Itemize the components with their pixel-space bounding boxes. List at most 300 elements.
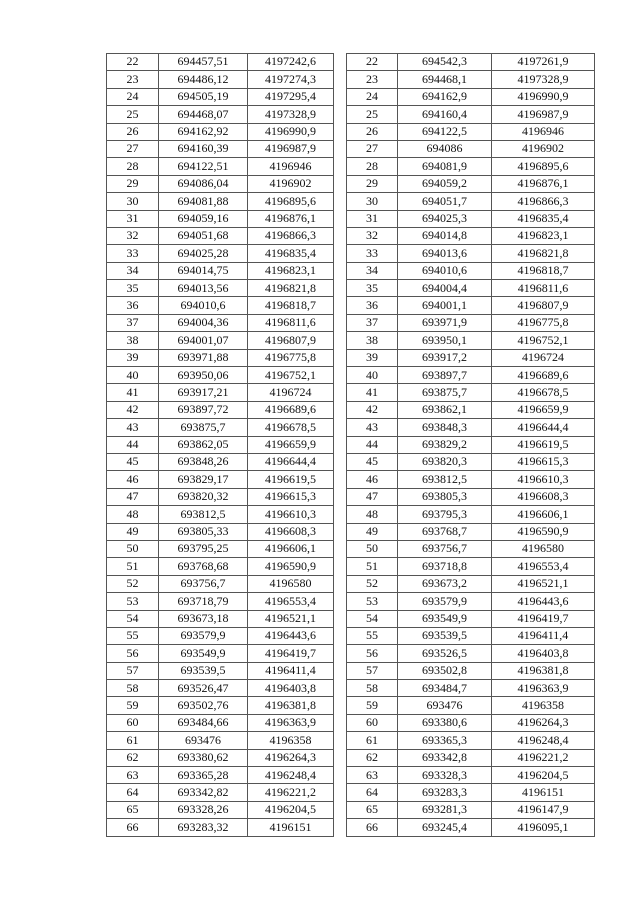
x-coordinate-cell: 693579,9 <box>159 627 248 644</box>
x-coordinate-cell: 693875,7 <box>398 384 492 401</box>
x-coordinate-cell: 694013,56 <box>159 280 248 297</box>
point-number-cell: 26 <box>347 123 398 140</box>
table-row <box>347 610 595 627</box>
table-row <box>107 367 334 384</box>
y-coordinate-cell: 4196363,9 <box>492 680 595 697</box>
point-number-cell: 33 <box>347 245 398 262</box>
point-number-cell: 32 <box>347 227 398 244</box>
y-coordinate-cell: 4196659,9 <box>492 401 595 418</box>
point-number-cell: 61 <box>107 732 159 749</box>
x-coordinate-cell: 694505,19 <box>159 88 248 105</box>
x-coordinate-cell: 694086 <box>398 140 492 157</box>
table-row <box>347 158 595 175</box>
table-row <box>107 54 334 71</box>
y-coordinate-cell: 4196521,1 <box>492 575 595 592</box>
table-body-right <box>347 54 595 837</box>
y-coordinate-cell: 4196615,3 <box>492 453 595 470</box>
y-coordinate-cell: 4196204,5 <box>492 767 595 784</box>
x-coordinate-cell: 694051,68 <box>159 227 248 244</box>
table-row <box>107 523 334 540</box>
table-row <box>107 801 334 818</box>
y-coordinate-cell: 4196553,4 <box>248 593 334 610</box>
point-number-cell: 48 <box>107 506 159 523</box>
y-coordinate-cell: 4196358 <box>248 732 334 749</box>
point-number-cell: 63 <box>107 767 159 784</box>
y-coordinate-cell: 4196619,5 <box>492 436 595 453</box>
y-coordinate-cell: 4196610,3 <box>248 506 334 523</box>
x-coordinate-cell: 693673,2 <box>398 575 492 592</box>
table-row <box>347 349 595 366</box>
point-number-cell: 41 <box>107 384 159 401</box>
y-coordinate-cell: 4196411,4 <box>248 662 334 679</box>
y-coordinate-cell: 4196818,7 <box>248 297 334 314</box>
point-number-cell: 62 <box>347 749 398 766</box>
y-coordinate-cell: 4196443,6 <box>492 593 595 610</box>
table-row <box>347 471 595 488</box>
table-row <box>347 697 595 714</box>
table-row <box>347 732 595 749</box>
x-coordinate-cell: 693365,3 <box>398 732 492 749</box>
table-row <box>107 332 334 349</box>
x-coordinate-cell: 693476 <box>398 697 492 714</box>
y-coordinate-cell: 4196659,9 <box>248 436 334 453</box>
x-coordinate-cell: 693768,68 <box>159 558 248 575</box>
y-coordinate-cell: 4196095,1 <box>492 819 595 836</box>
y-coordinate-cell: 4196204,5 <box>248 801 334 818</box>
x-coordinate-cell: 693283,3 <box>398 784 492 801</box>
table-row <box>347 749 595 766</box>
y-coordinate-cell: 4196987,9 <box>492 106 595 123</box>
x-coordinate-cell: 694086,04 <box>159 175 248 192</box>
x-coordinate-cell: 694051,7 <box>398 193 492 210</box>
point-number-cell: 57 <box>347 662 398 679</box>
point-number-cell: 28 <box>107 158 159 175</box>
point-number-cell: 44 <box>107 436 159 453</box>
point-number-cell: 42 <box>107 401 159 418</box>
y-coordinate-cell: 4196990,9 <box>248 123 334 140</box>
point-number-cell: 55 <box>347 627 398 644</box>
x-coordinate-cell: 693281,3 <box>398 801 492 818</box>
y-coordinate-cell: 4196807,9 <box>248 332 334 349</box>
y-coordinate-cell: 4196689,6 <box>492 367 595 384</box>
table-row <box>347 123 595 140</box>
table-row <box>347 540 595 557</box>
point-number-cell: 58 <box>347 680 398 697</box>
x-coordinate-cell: 693342,82 <box>159 784 248 801</box>
point-number-cell: 23 <box>107 71 159 88</box>
table-row <box>107 610 334 627</box>
y-coordinate-cell: 4197328,9 <box>492 71 595 88</box>
x-coordinate-cell: 693549,9 <box>159 645 248 662</box>
table-row <box>107 471 334 488</box>
x-coordinate-cell: 693950,1 <box>398 332 492 349</box>
x-coordinate-cell: 693829,2 <box>398 436 492 453</box>
x-coordinate-cell: 694014,8 <box>398 227 492 244</box>
point-number-cell: 59 <box>347 697 398 714</box>
table-row <box>347 523 595 540</box>
table-row <box>107 749 334 766</box>
point-number-cell: 56 <box>347 645 398 662</box>
y-coordinate-cell: 4196821,8 <box>492 245 595 262</box>
y-coordinate-cell: 4196248,4 <box>248 767 334 784</box>
x-coordinate-cell: 694013,6 <box>398 245 492 262</box>
y-coordinate-cell: 4196403,8 <box>492 645 595 662</box>
table-row <box>347 262 595 279</box>
point-number-cell: 24 <box>107 88 159 105</box>
point-number-cell: 31 <box>107 210 159 227</box>
y-coordinate-cell: 4196553,4 <box>492 558 595 575</box>
table-row <box>107 314 334 331</box>
x-coordinate-cell: 693848,3 <box>398 419 492 436</box>
table-row <box>347 645 595 662</box>
y-coordinate-cell: 4196823,1 <box>492 227 595 244</box>
y-coordinate-cell: 4196521,1 <box>248 610 334 627</box>
x-coordinate-cell: 693820,32 <box>159 488 248 505</box>
point-number-cell: 31 <box>347 210 398 227</box>
table-row <box>347 314 595 331</box>
table-row <box>347 680 595 697</box>
y-coordinate-cell: 4196381,8 <box>248 697 334 714</box>
table-row <box>347 54 595 71</box>
point-number-cell: 34 <box>347 262 398 279</box>
point-number-cell: 39 <box>347 349 398 366</box>
x-coordinate-cell: 694468,1 <box>398 71 492 88</box>
point-number-cell: 44 <box>347 436 398 453</box>
y-coordinate-cell: 4196606,1 <box>248 540 334 557</box>
x-coordinate-cell: 694160,4 <box>398 106 492 123</box>
table-row <box>347 419 595 436</box>
point-number-cell: 37 <box>107 314 159 331</box>
y-coordinate-cell: 4196419,7 <box>248 645 334 662</box>
x-coordinate-cell: 694468,07 <box>159 106 248 123</box>
y-coordinate-cell: 4196811,6 <box>492 280 595 297</box>
x-coordinate-cell: 693283,32 <box>159 819 248 836</box>
point-number-cell: 45 <box>107 453 159 470</box>
point-number-cell: 64 <box>107 784 159 801</box>
y-coordinate-cell: 4196821,8 <box>248 280 334 297</box>
point-number-cell: 26 <box>107 123 159 140</box>
table-row <box>347 106 595 123</box>
table-row <box>107 158 334 175</box>
table-row <box>347 193 595 210</box>
point-number-cell: 64 <box>347 784 398 801</box>
table-row <box>107 210 334 227</box>
y-coordinate-cell: 4196876,1 <box>248 210 334 227</box>
y-coordinate-cell: 4196946 <box>248 158 334 175</box>
table-row <box>107 819 334 836</box>
table-row <box>107 784 334 801</box>
point-number-cell: 51 <box>347 558 398 575</box>
table-row <box>347 714 595 731</box>
y-coordinate-cell: 4196990,9 <box>492 88 595 105</box>
point-number-cell: 30 <box>347 193 398 210</box>
y-coordinate-cell: 4196807,9 <box>492 297 595 314</box>
y-coordinate-cell: 4196987,9 <box>248 140 334 157</box>
y-coordinate-cell: 4196608,3 <box>248 523 334 540</box>
y-coordinate-cell: 4196619,5 <box>248 471 334 488</box>
point-number-cell: 29 <box>107 175 159 192</box>
table-body-left <box>107 54 334 837</box>
point-number-cell: 27 <box>107 140 159 157</box>
table-row <box>107 767 334 784</box>
y-coordinate-cell: 4196443,6 <box>248 627 334 644</box>
point-number-cell: 65 <box>347 801 398 818</box>
x-coordinate-cell: 694081,88 <box>159 193 248 210</box>
x-coordinate-cell: 694001,1 <box>398 297 492 314</box>
table-row <box>347 819 595 836</box>
table-row <box>347 436 595 453</box>
point-number-cell: 39 <box>107 349 159 366</box>
point-number-cell: 38 <box>347 332 398 349</box>
point-number-cell: 59 <box>107 697 159 714</box>
table-row <box>107 627 334 644</box>
y-coordinate-cell: 4196580 <box>248 575 334 592</box>
table-row <box>107 227 334 244</box>
table-row <box>107 140 334 157</box>
x-coordinate-cell: 694010,6 <box>398 262 492 279</box>
table-row <box>347 506 595 523</box>
table-row <box>107 488 334 505</box>
y-coordinate-cell: 4196823,1 <box>248 262 334 279</box>
table-row <box>347 88 595 105</box>
y-coordinate-cell: 4196876,1 <box>492 175 595 192</box>
x-coordinate-cell: 694457,51 <box>159 54 248 71</box>
point-number-cell: 58 <box>107 680 159 697</box>
table-row <box>347 488 595 505</box>
x-coordinate-cell: 694122,51 <box>159 158 248 175</box>
table-row <box>107 297 334 314</box>
x-coordinate-cell: 693526,47 <box>159 680 248 697</box>
table-row <box>347 332 595 349</box>
point-number-cell: 55 <box>107 627 159 644</box>
table-row <box>347 767 595 784</box>
table-row <box>107 349 334 366</box>
x-coordinate-cell: 693476 <box>159 732 248 749</box>
y-coordinate-cell: 4196151 <box>492 784 595 801</box>
y-coordinate-cell: 4196151 <box>248 819 334 836</box>
point-number-cell: 30 <box>107 193 159 210</box>
point-number-cell: 22 <box>107 54 159 71</box>
point-number-cell: 46 <box>347 471 398 488</box>
point-number-cell: 34 <box>107 262 159 279</box>
point-number-cell: 52 <box>107 575 159 592</box>
x-coordinate-cell: 693718,8 <box>398 558 492 575</box>
y-coordinate-cell: 4196724 <box>248 384 334 401</box>
table-row <box>107 697 334 714</box>
y-coordinate-cell: 4196775,8 <box>248 349 334 366</box>
y-coordinate-cell: 4196610,3 <box>492 471 595 488</box>
x-coordinate-cell: 693380,62 <box>159 749 248 766</box>
y-coordinate-cell: 4196775,8 <box>492 314 595 331</box>
table-row <box>107 401 334 418</box>
table-row <box>347 558 595 575</box>
table-row <box>107 123 334 140</box>
point-number-cell: 49 <box>347 523 398 540</box>
table-row <box>107 245 334 262</box>
x-coordinate-cell: 694486,12 <box>159 71 248 88</box>
coordinates-table-right <box>346 53 595 837</box>
x-coordinate-cell: 694160,39 <box>159 140 248 157</box>
x-coordinate-cell: 693897,72 <box>159 401 248 418</box>
point-number-cell: 52 <box>347 575 398 592</box>
x-coordinate-cell: 693768,7 <box>398 523 492 540</box>
point-number-cell: 56 <box>107 645 159 662</box>
point-number-cell: 41 <box>347 384 398 401</box>
y-coordinate-cell: 4196902 <box>492 140 595 157</box>
table-row <box>347 297 595 314</box>
table-row <box>107 593 334 610</box>
x-coordinate-cell: 694010,6 <box>159 297 248 314</box>
point-number-cell: 24 <box>347 88 398 105</box>
x-coordinate-cell: 693805,3 <box>398 488 492 505</box>
table-row <box>347 627 595 644</box>
y-coordinate-cell: 4196590,9 <box>248 558 334 575</box>
table-row <box>107 540 334 557</box>
table-row <box>107 262 334 279</box>
x-coordinate-cell: 693950,06 <box>159 367 248 384</box>
point-number-cell: 66 <box>107 819 159 836</box>
table-row <box>347 140 595 157</box>
x-coordinate-cell: 693549,9 <box>398 610 492 627</box>
y-coordinate-cell: 4196363,9 <box>248 714 334 731</box>
table-row <box>347 175 595 192</box>
x-coordinate-cell: 693328,3 <box>398 767 492 784</box>
x-coordinate-cell: 694081,9 <box>398 158 492 175</box>
x-coordinate-cell: 693756,7 <box>398 540 492 557</box>
point-number-cell: 60 <box>347 714 398 731</box>
y-coordinate-cell: 4197295,4 <box>248 88 334 105</box>
table-row <box>347 71 595 88</box>
table-row <box>107 419 334 436</box>
y-coordinate-cell: 4196403,8 <box>248 680 334 697</box>
point-number-cell: 65 <box>107 801 159 818</box>
table-row <box>347 401 595 418</box>
y-coordinate-cell: 4196866,3 <box>248 227 334 244</box>
y-coordinate-cell: 4196221,2 <box>248 784 334 801</box>
y-coordinate-cell: 4196644,4 <box>248 453 334 470</box>
x-coordinate-cell: 693673,18 <box>159 610 248 627</box>
point-number-cell: 29 <box>347 175 398 192</box>
table-row <box>107 88 334 105</box>
y-coordinate-cell: 4196264,3 <box>248 749 334 766</box>
y-coordinate-cell: 4197328,9 <box>248 106 334 123</box>
table-row <box>107 71 334 88</box>
x-coordinate-cell: 693917,21 <box>159 384 248 401</box>
table-row <box>347 280 595 297</box>
table-row <box>107 732 334 749</box>
y-coordinate-cell: 4196608,3 <box>492 488 595 505</box>
y-coordinate-cell: 4196678,5 <box>248 419 334 436</box>
x-coordinate-cell: 693328,26 <box>159 801 248 818</box>
table-row <box>107 575 334 592</box>
table-row <box>347 384 595 401</box>
table-row <box>107 384 334 401</box>
point-number-cell: 32 <box>107 227 159 244</box>
x-coordinate-cell: 693245,4 <box>398 819 492 836</box>
x-coordinate-cell: 693848,26 <box>159 453 248 470</box>
y-coordinate-cell: 4196835,4 <box>248 245 334 262</box>
y-coordinate-cell: 4196835,4 <box>492 210 595 227</box>
point-number-cell: 35 <box>347 280 398 297</box>
x-coordinate-cell: 693539,5 <box>398 627 492 644</box>
x-coordinate-cell: 693502,8 <box>398 662 492 679</box>
point-number-cell: 50 <box>107 540 159 557</box>
y-coordinate-cell: 4196147,9 <box>492 801 595 818</box>
y-coordinate-cell: 4196606,1 <box>492 506 595 523</box>
table-row <box>347 227 595 244</box>
x-coordinate-cell: 693971,88 <box>159 349 248 366</box>
x-coordinate-cell: 693365,28 <box>159 767 248 784</box>
x-coordinate-cell: 693812,5 <box>398 471 492 488</box>
point-number-cell: 46 <box>107 471 159 488</box>
x-coordinate-cell: 693862,05 <box>159 436 248 453</box>
y-coordinate-cell: 4196644,4 <box>492 419 595 436</box>
x-coordinate-cell: 694059,2 <box>398 175 492 192</box>
point-number-cell: 51 <box>107 558 159 575</box>
table-row <box>107 106 334 123</box>
x-coordinate-cell: 693805,33 <box>159 523 248 540</box>
point-number-cell: 23 <box>347 71 398 88</box>
x-coordinate-cell: 694059,16 <box>159 210 248 227</box>
point-number-cell: 54 <box>347 610 398 627</box>
y-coordinate-cell: 4196752,1 <box>248 367 334 384</box>
table-row <box>347 801 595 818</box>
y-coordinate-cell: 4197242,6 <box>248 54 334 71</box>
x-coordinate-cell: 694162,9 <box>398 88 492 105</box>
table-row <box>347 210 595 227</box>
y-coordinate-cell: 4196895,6 <box>492 158 595 175</box>
x-coordinate-cell: 693820,3 <box>398 453 492 470</box>
point-number-cell: 38 <box>107 332 159 349</box>
x-coordinate-cell: 693971,9 <box>398 314 492 331</box>
x-coordinate-cell: 693342,8 <box>398 749 492 766</box>
coordinates-table-left <box>106 53 334 837</box>
table-row <box>107 280 334 297</box>
x-coordinate-cell: 693579,9 <box>398 593 492 610</box>
y-coordinate-cell: 4196895,6 <box>248 193 334 210</box>
point-number-cell: 40 <box>107 367 159 384</box>
y-coordinate-cell: 4196221,2 <box>492 749 595 766</box>
x-coordinate-cell: 694542,3 <box>398 54 492 71</box>
point-number-cell: 49 <box>107 523 159 540</box>
point-number-cell: 33 <box>107 245 159 262</box>
x-coordinate-cell: 693917,2 <box>398 349 492 366</box>
table-row <box>347 593 595 610</box>
y-coordinate-cell: 4196358 <box>492 697 595 714</box>
y-coordinate-cell: 4196946 <box>492 123 595 140</box>
x-coordinate-cell: 694014,75 <box>159 262 248 279</box>
point-number-cell: 36 <box>107 297 159 314</box>
y-coordinate-cell: 4196615,3 <box>248 488 334 505</box>
point-number-cell: 50 <box>347 540 398 557</box>
y-coordinate-cell: 4196580 <box>492 540 595 557</box>
x-coordinate-cell: 693875,7 <box>159 419 248 436</box>
table-row <box>347 245 595 262</box>
point-number-cell: 43 <box>107 419 159 436</box>
point-number-cell: 42 <box>347 401 398 418</box>
x-coordinate-cell: 693718,79 <box>159 593 248 610</box>
point-number-cell: 27 <box>347 140 398 157</box>
table-row <box>107 436 334 453</box>
y-coordinate-cell: 4196724 <box>492 349 595 366</box>
y-coordinate-cell: 4197274,3 <box>248 71 334 88</box>
point-number-cell: 48 <box>347 506 398 523</box>
table-row <box>107 506 334 523</box>
point-number-cell: 47 <box>347 488 398 505</box>
table-row <box>107 645 334 662</box>
y-coordinate-cell: 4196678,5 <box>492 384 595 401</box>
point-number-cell: 22 <box>347 54 398 71</box>
